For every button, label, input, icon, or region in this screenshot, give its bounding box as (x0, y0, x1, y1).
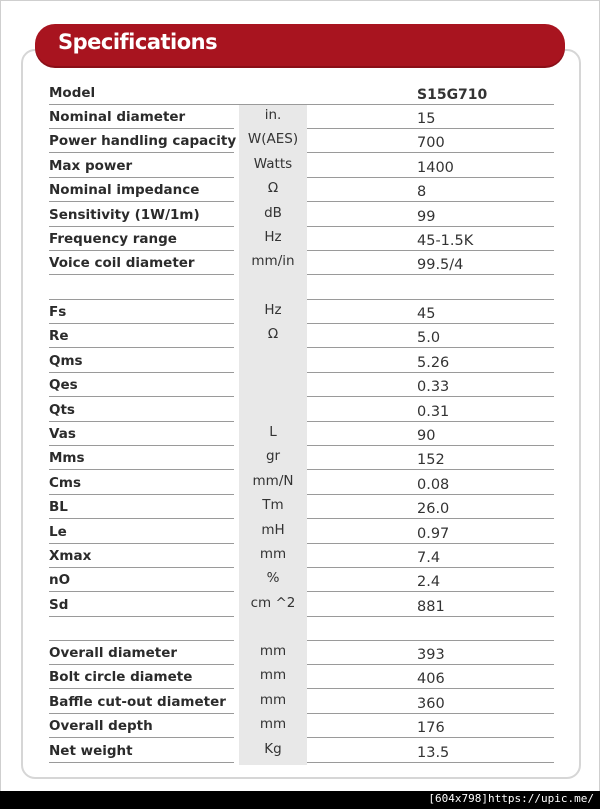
spec-value: 0.08 (417, 476, 450, 493)
spec-value: 90 (417, 428, 436, 444)
spec-label: Sd (49, 596, 69, 613)
spec-unit: W(AES) (247, 131, 299, 148)
spec-value: 360 (417, 695, 445, 712)
model-label: Model (49, 85, 96, 101)
spec-unit: Hz (264, 302, 282, 318)
spec-unit: cm ^2 (250, 594, 296, 611)
spec-row (49, 520, 554, 544)
spec-label: Overall depth (49, 718, 153, 735)
spec-row (49, 593, 554, 617)
spec-row (49, 251, 554, 275)
spec-unit: mm (259, 691, 287, 708)
spec-label: Le (49, 523, 67, 540)
spec-unit: mm (259, 667, 287, 684)
row-divider (49, 762, 234, 763)
spec-unit: Ω (267, 180, 279, 197)
spec-header-banner (35, 24, 565, 66)
spec-value: 45 (417, 306, 436, 322)
spec-row (49, 714, 554, 738)
spec-value: 5.26 (417, 354, 450, 371)
spec-value: 0.97 (417, 525, 450, 542)
spec-row (49, 349, 554, 373)
spec-value: 99.5/4 (417, 257, 464, 274)
spec-label: Re (49, 328, 69, 345)
spec-value: 700 (417, 135, 445, 152)
spec-row (49, 446, 554, 470)
spec-row (49, 324, 554, 348)
spec-row (49, 300, 554, 324)
spec-unit: mm/in (251, 253, 295, 270)
spec-value: 26.0 (417, 501, 450, 518)
footer-watermark: [604x798]https://upic.me/ (428, 792, 594, 805)
spec-unit: % (266, 570, 280, 587)
spec-value: 99 (417, 208, 436, 225)
spec-label: nO (49, 572, 71, 589)
spec-row (49, 495, 554, 519)
page-title: Specifications (58, 30, 218, 54)
spec-row (49, 227, 554, 251)
spec-row (49, 105, 554, 129)
spec-value: 1400 (417, 159, 454, 176)
spec-unit: Watts (253, 155, 293, 172)
spec-row (49, 178, 554, 202)
spec-row (49, 568, 554, 592)
spec-unit: gr (265, 448, 281, 465)
spec-label: Qts (49, 401, 75, 418)
spec-value: 7.4 (417, 550, 441, 566)
spec-value: 152 (417, 452, 445, 469)
spec-label: Xmax (49, 548, 92, 564)
spec-value: 2.4 (417, 574, 441, 591)
model-row (49, 81, 554, 105)
spec-value: 13.5 (417, 744, 450, 761)
spec-value: 0.31 (417, 403, 450, 420)
spec-label: Voice coil diameter (49, 255, 195, 272)
spec-unit: mm/N (252, 472, 294, 489)
image-host-footer (0, 791, 600, 809)
spec-row (49, 665, 554, 689)
spec-label: Net weight (49, 742, 133, 759)
spec-value: 5.0 (417, 330, 441, 347)
spec-unit: Kg (264, 740, 282, 757)
spec-row (49, 471, 554, 495)
model-value: S15G710 (417, 87, 488, 103)
spec-unit: mH (261, 521, 285, 538)
spec-unit: Tm (262, 497, 284, 514)
spec-unit: in. (264, 107, 282, 123)
spec-row (49, 154, 554, 178)
spec-row (49, 373, 554, 397)
spec-row (49, 422, 554, 446)
spec-unit: mm (259, 643, 287, 659)
spec-value: 176 (417, 720, 445, 737)
spec-label: Frequency range (49, 231, 177, 247)
spec-label: Nominal diameter (49, 109, 186, 125)
spec-value: 0.33 (417, 379, 450, 396)
spec-row (49, 739, 554, 763)
spec-label: Power handling capacity (49, 133, 237, 150)
spec-row (49, 641, 554, 665)
row-divider (307, 762, 554, 763)
spec-value: 406 (417, 671, 445, 688)
spec-unit: L (269, 424, 277, 440)
spacer-row (49, 617, 554, 641)
spec-unit: mm (259, 546, 287, 562)
spec-label: Cms (49, 474, 82, 491)
spec-row (49, 129, 554, 153)
spec-label: Fs (49, 304, 67, 320)
spec-unit: Hz (264, 229, 282, 245)
spec-value: 8 (417, 184, 427, 201)
spec-label: Qes (49, 377, 78, 394)
spacer-row (49, 276, 554, 300)
spec-label: Vas (49, 426, 76, 442)
spec-value: 45-1.5K (417, 233, 474, 249)
spec-value: 393 (417, 647, 445, 663)
spec-row (49, 203, 554, 227)
spec-label: Bolt circle diamete (49, 669, 193, 686)
spec-label: Max power (49, 157, 133, 174)
spec-unit: mm (259, 716, 287, 733)
spec-unit: dB (264, 204, 282, 221)
spec-row (49, 398, 554, 422)
spec-label: Nominal impedance (49, 182, 200, 199)
spec-unit: Ω (267, 326, 279, 343)
spec-value: 881 (417, 598, 445, 615)
spec-value: 15 (417, 111, 436, 127)
spec-row (49, 544, 554, 568)
spec-label: Sensitivity (1W/1m) (49, 206, 200, 223)
spec-label: BL (49, 499, 68, 516)
spec-label: Mms (49, 450, 85, 467)
spec-row (49, 690, 554, 714)
spec-label: Baffle cut-out diameter (49, 693, 226, 710)
spec-label: Qms (49, 352, 83, 369)
spec-label: Overall diameter (49, 645, 178, 661)
